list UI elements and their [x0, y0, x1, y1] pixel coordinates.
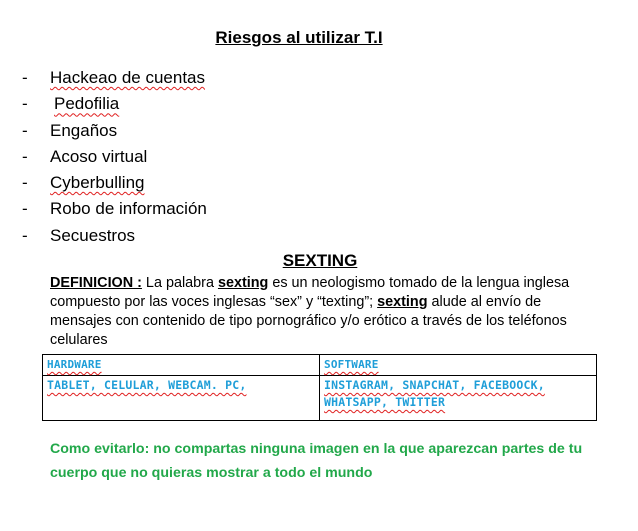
risks-list	[22, 65, 207, 249]
list-item	[22, 65, 207, 91]
document-title	[0, 28, 638, 48]
header-text: SOFTWARE	[324, 358, 379, 371]
risk-label: Engaños	[50, 120, 118, 140]
list-item	[22, 223, 207, 249]
list-item	[22, 170, 207, 196]
risk-label: Cyberbulling	[50, 173, 145, 193]
definition-paragraph	[50, 274, 595, 350]
definition-text: es un neologismo tomado de la lengua inglesa compuesto por las voces inglesas “sex” y “texting”;	[50, 275, 570, 310]
table-header-row	[43, 355, 597, 376]
cell-text: INSTAGRAM, SNAPCHAT, FACEBOOCK, WHATSAPP, TWITTER	[324, 378, 545, 409]
definition-text: alude al envío de mensajes con contenido de tipo pornográfico y/o erótico a través de los teléfonos celulares	[50, 294, 567, 348]
risk-label: Secuestros	[50, 225, 136, 245]
document-title-text: Riesgos al utilizar T.I	[215, 28, 383, 47]
risk-label: Pedofilia	[54, 94, 120, 114]
table-header-software	[320, 355, 597, 376]
bullet-dash: -	[22, 120, 28, 140]
advice-paragraph: Como evitarlo: no compartas ninguna imagen en la que aparezcan partes de tu cuerpo que no quieras mostrar a todo el mundo	[50, 441, 583, 481]
risk-label: Acoso virtual	[50, 146, 148, 166]
definition-keyword: sexting	[377, 294, 428, 310]
risk-label: Robo de información	[50, 199, 207, 219]
devices-table	[42, 354, 597, 421]
list-item	[22, 196, 207, 222]
bullet-dash: -	[22, 225, 28, 245]
section-heading-text: SEXTING	[282, 251, 358, 270]
bullet-dash: -	[22, 146, 28, 166]
table-row	[43, 376, 597, 421]
table-header-hardware	[43, 355, 320, 376]
header-text: HARDWARE	[47, 358, 102, 371]
list-item	[22, 91, 207, 117]
risk-label: Hackeao de cuentas	[50, 68, 205, 87]
definition-keyword: sexting	[217, 275, 269, 291]
cell-text: TABLET, CELULAR, WEBCAM. PC,	[47, 378, 247, 392]
bullet-dash: -	[22, 68, 28, 87]
section-heading	[0, 251, 638, 271]
bullet-dash: -	[22, 94, 28, 114]
bullet-dash: -	[22, 199, 28, 219]
table-cell-software	[320, 376, 597, 421]
definition-text: La palabra	[141, 275, 218, 291]
bullet-dash: -	[22, 173, 28, 193]
definition-label: DEFINICION :	[50, 275, 142, 291]
list-item	[22, 118, 207, 144]
table-cell-hardware	[43, 376, 320, 421]
list-item	[22, 144, 207, 170]
